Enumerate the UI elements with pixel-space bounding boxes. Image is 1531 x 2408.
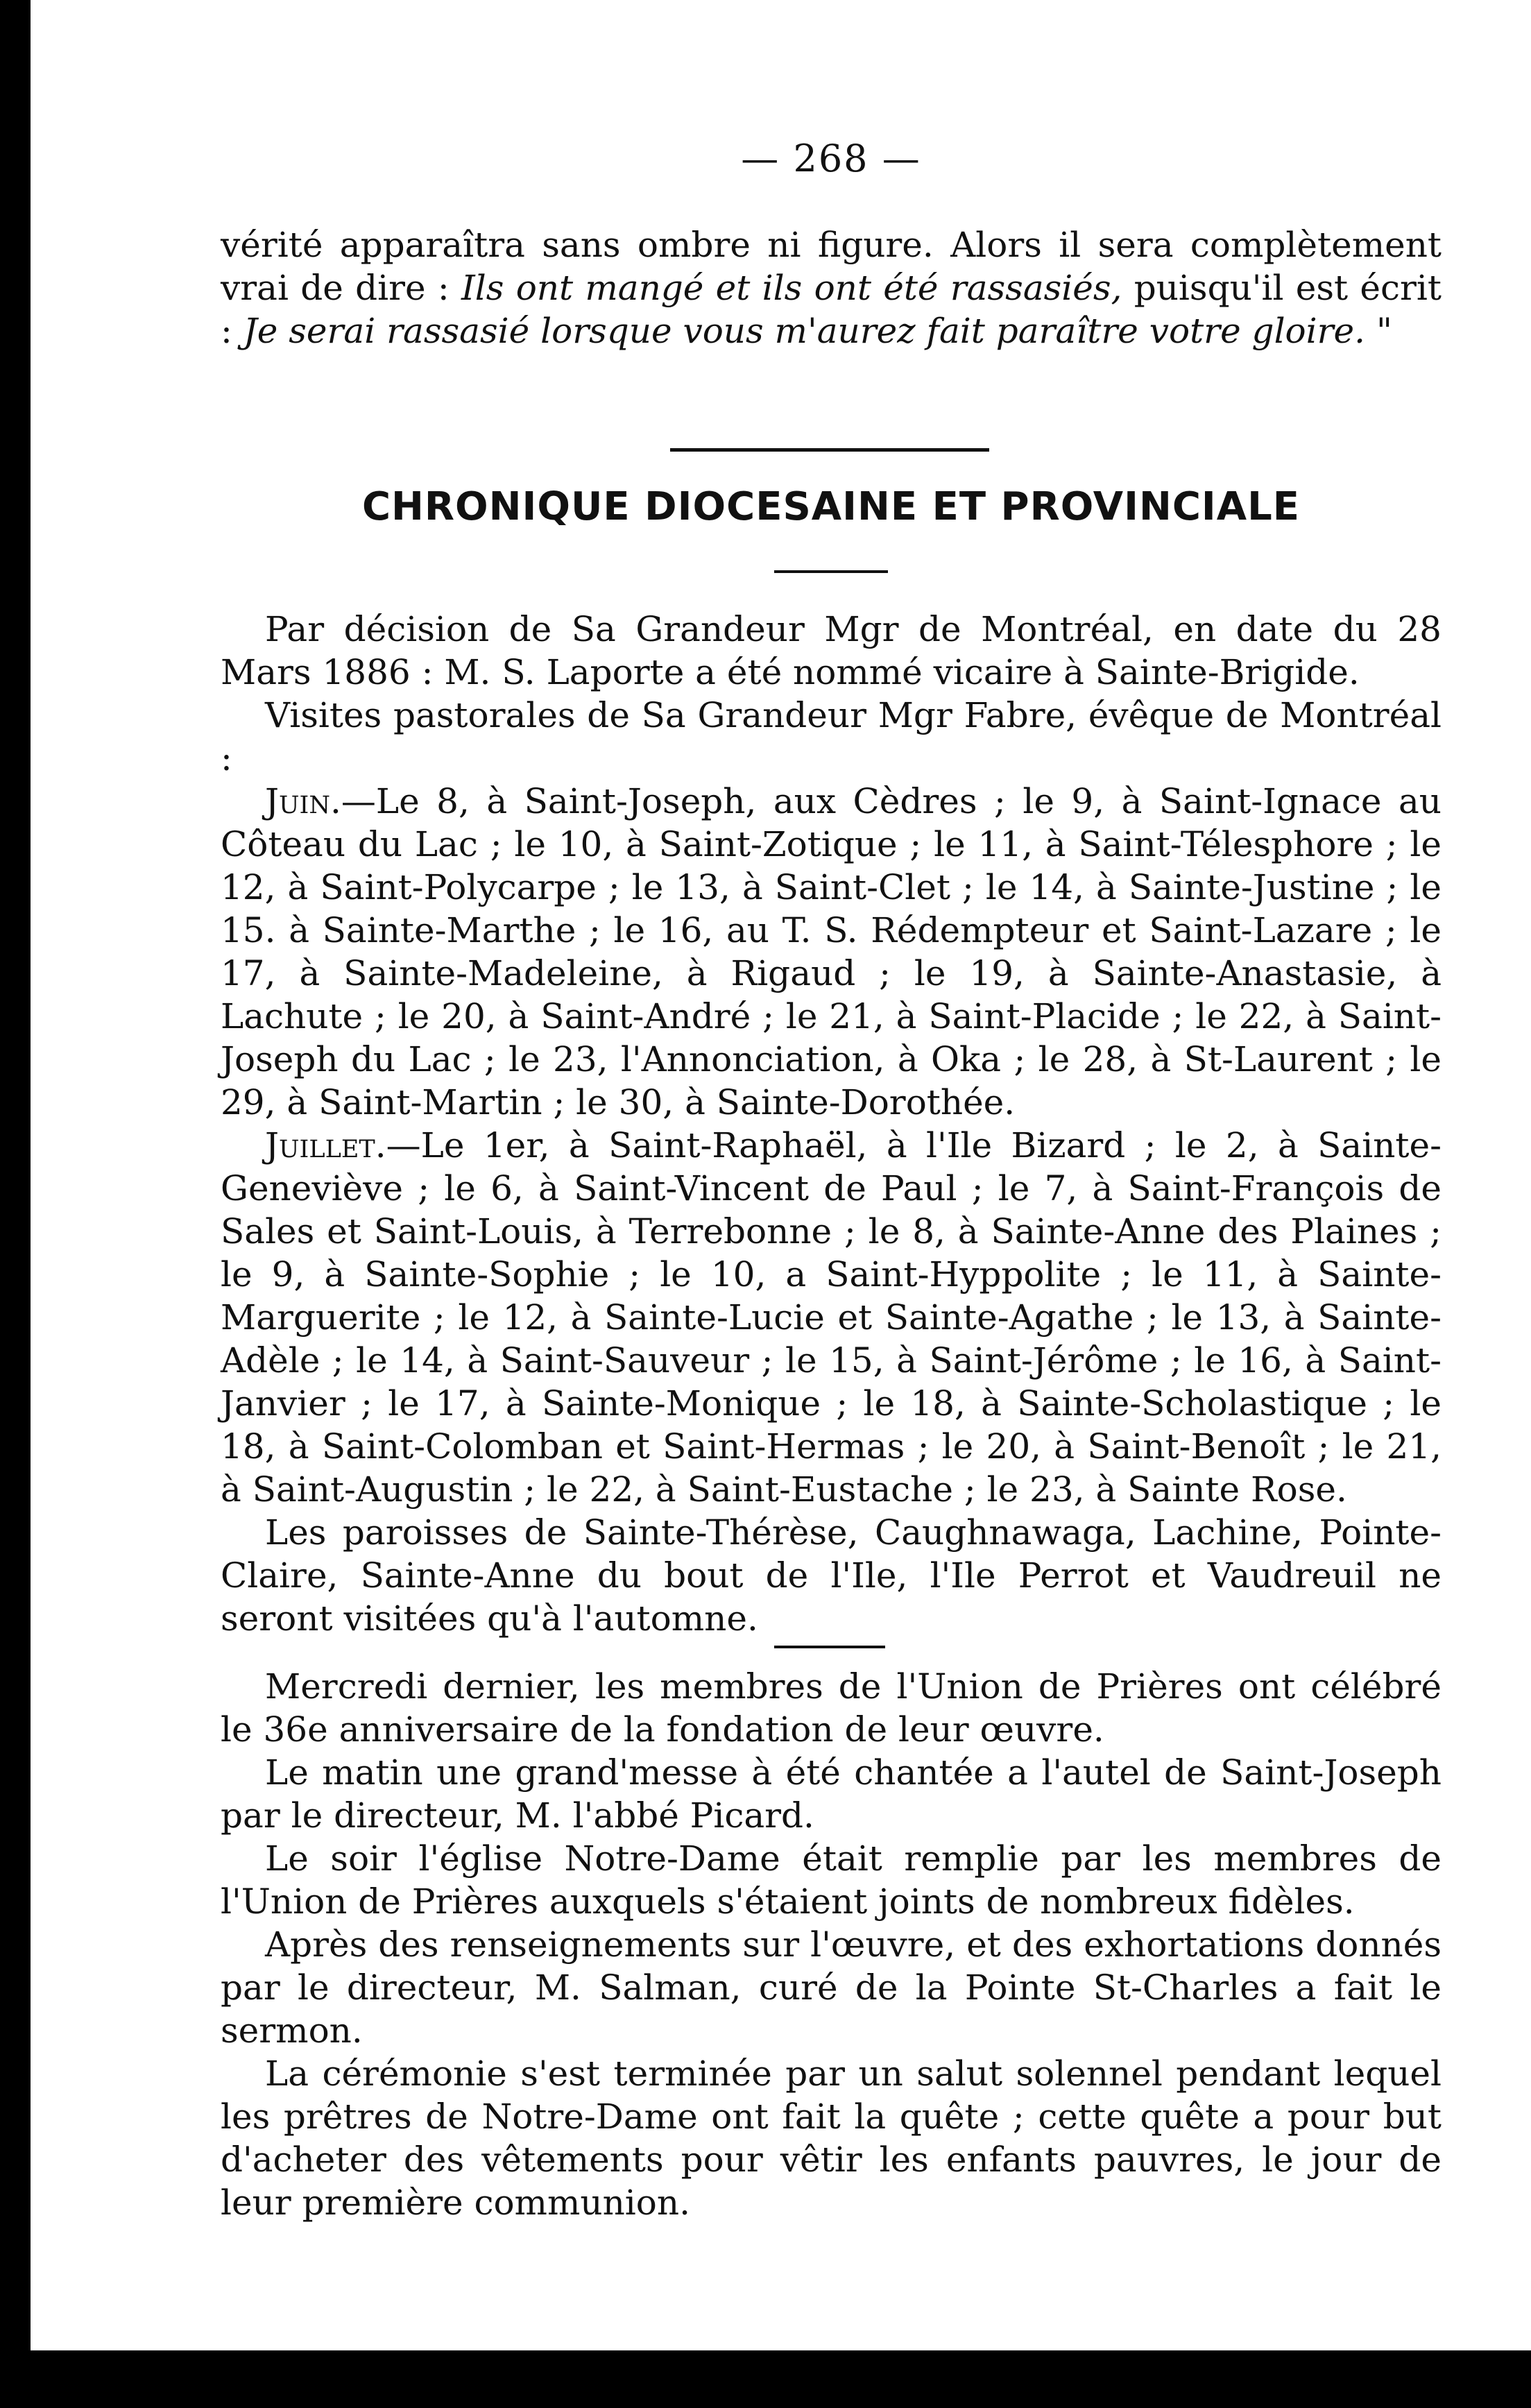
section-title-rule: [774, 570, 888, 573]
intro-paragraph: [221, 223, 1442, 352]
juillet-label: Juillet.: [265, 1125, 386, 1165]
intro-quote-2: Je serai rassasié lorsque vous m'aurez fait paraître votre gloire.: [243, 311, 1366, 351]
scan-left-border: [0, 0, 31, 2359]
section-top-rule: [670, 448, 989, 452]
visites-paragraph: Visites pastorales de Sa Grandeur Mgr Fabre, évêque de Montréal :: [221, 695, 1442, 778]
intro-text-middle: puisqu'il est écrit :: [221, 268, 1442, 351]
union-paragraph-1: Mercredi dernier, les membres de l'Union de Prières ont célébré le 36e anniversaire de la fondation de leur œuvre.: [221, 1666, 1442, 1750]
juin-label: Juin.: [265, 781, 341, 821]
automne-paragraph: Les paroisses de Sainte-Thérèse, Caughnawaga, Lachine, Pointe-Claire, Sainte-Anne du bout de l'Ile, l'Ile Perrot et Vaudreuil ne seront visitées qu'à l'automne.: [221, 1512, 1442, 1639]
juin-paragraph: [221, 780, 1442, 1124]
intro-text-before: vérité apparaîtra sans ombre ni figure. Alors il sera complètement vrai de dire :: [221, 225, 1442, 308]
union-paragraph-4: Après des renseignements sur l'œuvre, et des exhortations donnés par le directeur, M. Salman, curé de la Pointe St-Charles a fait le sermon.: [221, 1924, 1442, 2051]
union-paragraph-2: Le matin une grand'messe à été chantée a l'autel de Saint-Joseph par le directeur, M. l'abbé Picard.: [221, 1752, 1442, 1836]
union-body: [221, 1665, 1442, 2224]
chronicle-body: [221, 608, 1442, 1640]
juillet-text: —Le 1er, à Saint-Raphaël, à l'Ile Bizard ; le 2, à Sainte-Geneviève ; le 6, à Saint-Vincent de Paul ; le 7, à Saint-François de Sales et Saint-Louis, à Terrebonne ; le 8, à Sainte-Anne des Plaines ; le 9, à Sainte-Sophie ; le 10, a Saint-Hyppolite ; le 11, à Sainte-Marguerite ; le 12, à Sainte-Lucie et Sainte-Agathe ; le 13, à Sainte-Adèle ; le 14, à Saint-Sauveur ; le 15, à Saint-Jérôme ; le 16, à Saint-Janvier ; le 17, à Sainte-Monique ; le 18, à Sainte-Scholastique ; le 18, à Saint-Colomban et Saint-Hermas ; le 20, à Saint-Benoît ; le 21, à Saint-Augustin ; le 22, à Saint-Eustache ; le 23, à Sainte Rose.: [221, 1125, 1442, 1510]
page-number: — 268 —: [741, 137, 921, 180]
juillet-paragraph: [221, 1124, 1442, 1511]
union-paragraph-3: Le soir l'église Notre-Dame était remplie par les membres de l'Union de Prières auxquels s'étaient joints de nombreux fidèles.: [221, 1838, 1442, 1922]
union-paragraph-5: La cérémonie s'est terminée par un salut solennel pendant lequel les prêtres de Notre-Dame ont fait la quête ; cette quête a pour but d'acheter des vêtements pour vêtir les enfants pauvres, le jour de leur première communion.: [221, 2053, 1442, 2223]
decision-paragraph: Par décision de Sa Grandeur Mgr de Montréal, en date du 28 Mars 1886 : M. S. Laporte a été nommé vicaire à Sainte-Brigide.: [221, 609, 1442, 692]
intro-quote-1: Ils ont mangé et ils ont été rassasiés,: [461, 268, 1122, 308]
scan-bottom-border: [0, 2350, 1531, 2408]
juin-text: —Le 8, à Saint-Joseph, aux Cèdres ; le 9, à Saint-Ignace au Côteau du Lac ; le 10, à Saint-Zotique ; le 11, à Saint-Télesphore ; le 12, à Saint-Polycarpe ; le 13, à Saint-Clet ; le 14, à Sainte-Justine ; le 15. à Sainte-Marthe ; le 16, au T. S. Rédempteur et Saint-Lazare ; le 17, à Sainte-Madeleine, à Rigaud ; le 19, à Sainte-Anastasie, à Lachute ; le 20, à Saint-André ; le 21, à Saint-Placide ; le 22, à Saint-Joseph du Lac ; le 23, l'Annonciation, à Oka ; le 28, à St-Laurent ; le 29, à Saint-Martin ; le 30, à Sainte-Dorothée.: [221, 781, 1442, 1122]
union-separator-rule: [774, 1646, 885, 1648]
intro-text-after: ": [1365, 311, 1392, 351]
section-title: CHRONIQUE DIOCESAINE ET PROVINCIALE: [361, 484, 1301, 529]
